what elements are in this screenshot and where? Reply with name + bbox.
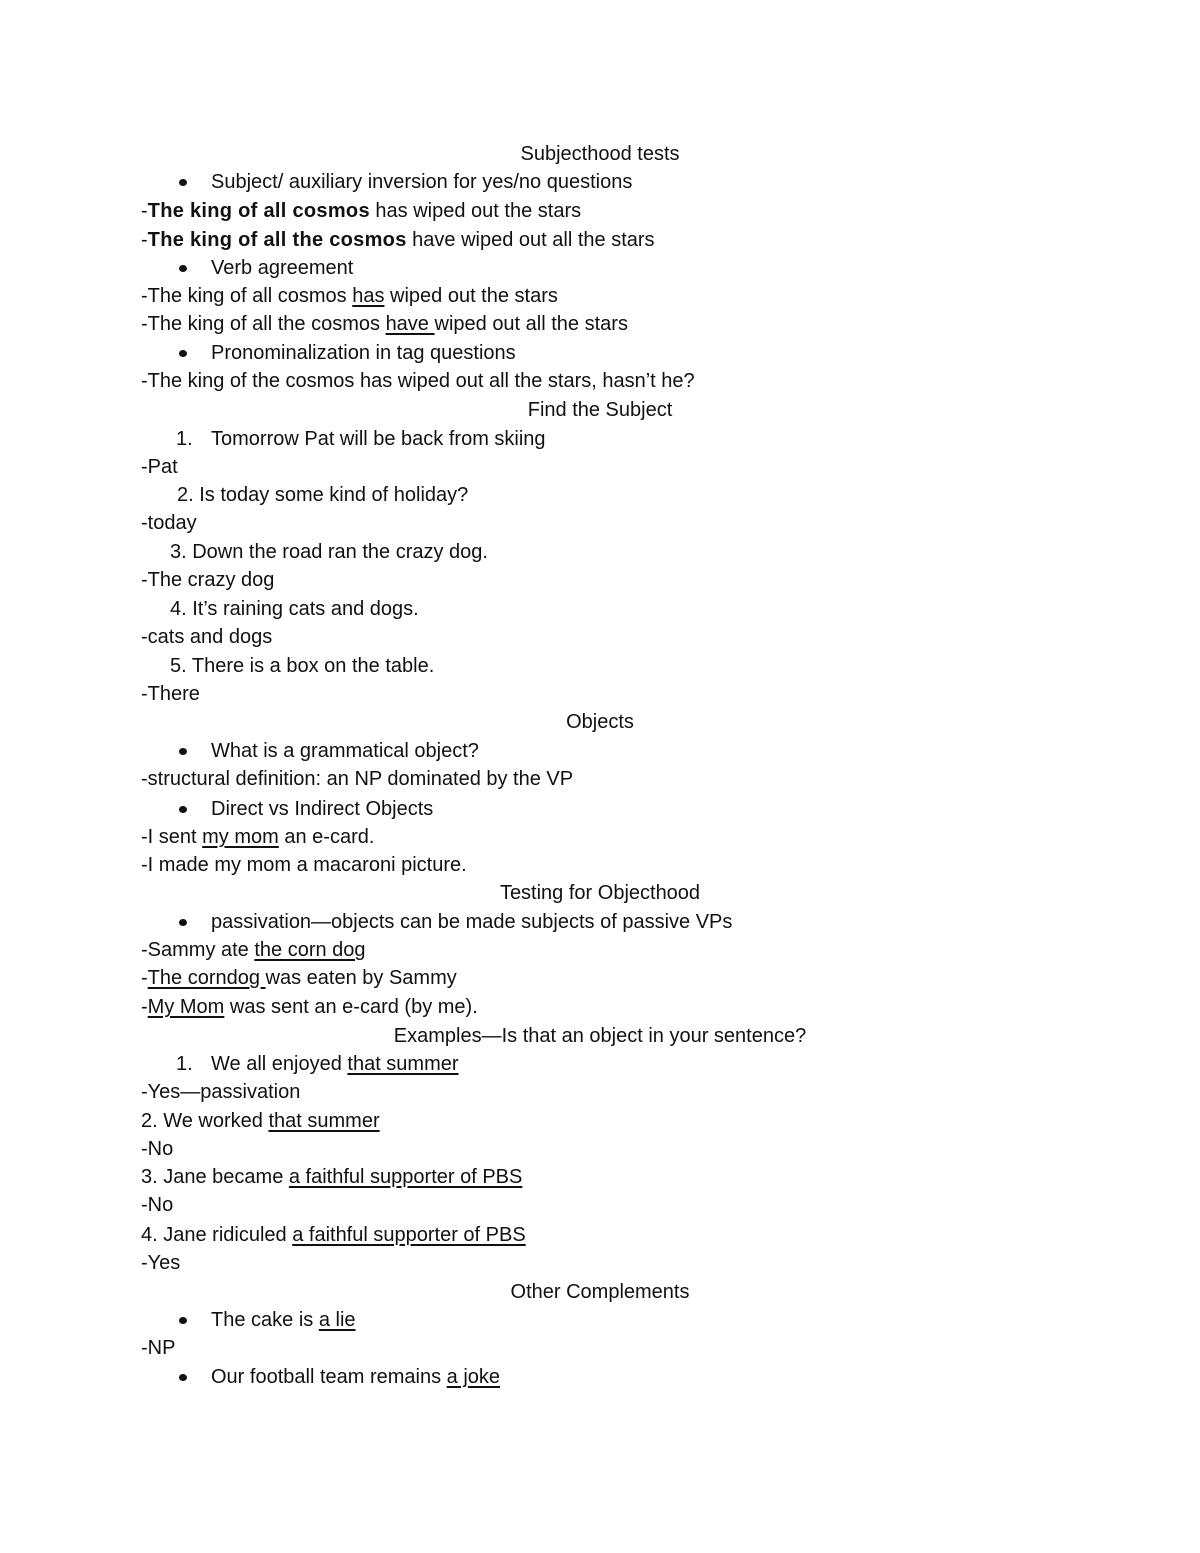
question-item: 4. It’s raining cats and dogs. [170,598,419,620]
heading-objects: Objects [566,711,634,733]
heading-other-complements: Other Complements [510,1281,690,1303]
example-line: -Sammy ate the corn dog [141,939,366,961]
bullet-inversion: Subject/ auxiliary inversion for yes/no questions [211,171,633,193]
heading-subjecthood-tests: Subjecthood tests [520,143,680,165]
bullet-cake: The cake is a lie [211,1309,356,1331]
example-line: -I sent my mom an e-card. [141,826,375,848]
question-item: 1. Tomorrow Pat will be back from skiing [176,428,546,450]
definition-line: -structural definition: an NP dominated by the VP [141,768,574,790]
bullet-grammatical-object: What is a grammatical object? [211,740,479,762]
question-item: 1. We all enjoyed that summer [176,1053,459,1075]
question-item: 3. Jane became a faithful supporter of PBS [141,1166,523,1188]
heading-find-the-subject: Find the Subject [527,399,673,421]
bullet-football: Our football team remains a joke [211,1366,501,1388]
example-line: -The king of all the cosmos have wiped out all the stars [141,229,655,251]
heading-testing-objecthood: Testing for Objecthood [499,882,701,904]
example-line: -The corndog was eaten by Sammy [141,967,457,989]
example-line: -The king of all cosmos has wiped out the stars [141,285,558,307]
bullet-pronominalization: Pronominalization in tag questions [211,342,516,364]
question-item: 2. Is today some kind of holiday? [177,484,469,506]
answer-line: -Yes—passivation [141,1081,301,1103]
answer-line: -cats and dogs [141,626,273,648]
answer-line: -No [141,1138,174,1160]
answer-line: -There [141,683,200,705]
example-line: -The king of all cosmos has wiped out the stars [141,200,582,222]
question-item: 2. We worked that summer [141,1110,380,1132]
question-item: 5. There is a box on the table. [170,655,435,677]
example-line: -My Mom was sent an e-card (by me). [141,996,478,1018]
answer-line: -today [141,512,197,534]
answer-line: -No [141,1194,174,1216]
answer-line: -NP [141,1337,176,1359]
example-line: -The king of the cosmos has wiped out all the stars, hasn’t he? [141,370,695,392]
answer-line: -The crazy dog [141,569,275,591]
bullet-verb-agreement: Verb agreement [211,257,354,279]
example-line: -The king of all the cosmos have wiped out all the stars [141,313,628,335]
bullet-direct-indirect: Direct vs Indirect Objects [211,798,434,820]
heading-examples: Examples—Is that an object in your sentence? [393,1025,807,1047]
answer-line: -Pat [141,456,178,478]
example-line: -I made my mom a macaroni picture. [141,854,467,876]
bullet-passivation: passivation—objects can be made subjects of passive VPs [211,911,733,933]
question-item: 4. Jane ridiculed a faithful supporter of PBS [141,1224,526,1246]
question-item: 3. Down the road ran the crazy dog. [170,541,488,563]
answer-line: -Yes [141,1252,181,1274]
